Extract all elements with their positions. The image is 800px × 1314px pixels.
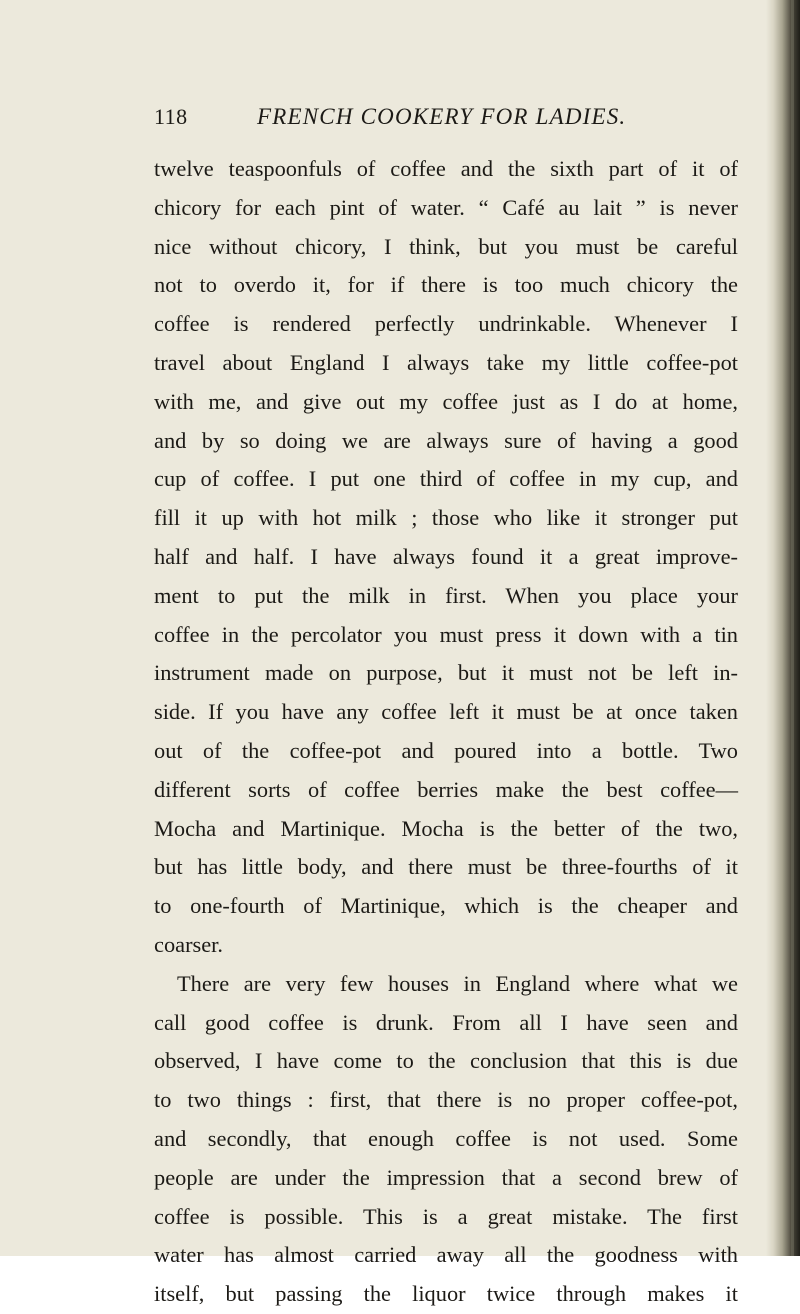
- text-line: Mocha and Martinique. Mocha is the better of the two,: [154, 815, 738, 841]
- text-line: itself, but passing the liquor twice through makes it: [154, 1281, 738, 1307]
- text-line: and secondly, that enough coffee is not used. Some: [154, 1125, 738, 1151]
- text-line: and by so doing we are always sure of having a good: [154, 427, 738, 453]
- paragraph-end-line: coarser.: [154, 931, 223, 957]
- text-line: but has little body, and there must be three-fourths of it: [154, 854, 738, 880]
- text-line: different sorts of coffee berries make the best coffee—: [154, 776, 738, 802]
- text-line: people are under the impression that a second brew of: [154, 1164, 738, 1190]
- text-line: to two things : first, that there is no proper coffee-pot,: [154, 1087, 738, 1113]
- paragraph-start-line: There are very few houses in England where what we: [177, 970, 738, 996]
- text-line: cup of coffee. I put one third of coffee in my cup, and: [154, 466, 738, 492]
- text-line: out of the coffee-pot and poured into a bottle. Two: [154, 737, 738, 763]
- text-line: instrument made on purpose, but it must not be left in-: [154, 660, 738, 686]
- text-line: observed, I have come to the conclusion that this is due: [154, 1048, 738, 1074]
- text-line: nice without chicory, I think, but you must be careful: [154, 233, 738, 259]
- text-line: not to overdo it, for if there is too much chicory the: [154, 272, 738, 298]
- text-line: to one-fourth of Martinique, which is the cheaper and: [154, 893, 738, 919]
- text-line: chicory for each pint of water. “ Café au lait ” is never: [154, 194, 738, 220]
- text-line: travel about England I always take my little coffee-pot: [154, 349, 738, 375]
- text-line: half and half. I have always found it a great improve-: [154, 543, 738, 569]
- text-line: coffee is possible. This is a great mistake. The first: [154, 1203, 738, 1229]
- text-line: fill it up with hot milk ; those who like it stronger put: [154, 505, 738, 531]
- running-head: [154, 104, 654, 134]
- text-line: coffee in the percolator you must press it down with a tin: [154, 621, 738, 647]
- page-number: 118: [154, 104, 188, 129]
- text-line: twelve teaspoonfuls of coffee and the sixth part of it of: [154, 156, 738, 181]
- text-line: with me, and give out my coffee just as I do at home,: [154, 388, 738, 414]
- running-title: FRENCH COOKERY FOR LADIES.: [257, 104, 627, 129]
- text-line: call good coffee is drunk. From all I have seen and: [154, 1009, 738, 1035]
- text-line: ment to put the milk in first. When you place your: [154, 582, 738, 608]
- page-binding-edge: [766, 0, 800, 1256]
- text-line: water has almost carried away all the goodness with: [154, 1242, 738, 1268]
- text-line: coffee is rendered perfectly undrinkable. Whenever I: [154, 311, 738, 337]
- text-line: side. If you have any coffee left it must be at once taken: [154, 699, 738, 725]
- body-text: [154, 150, 738, 1314]
